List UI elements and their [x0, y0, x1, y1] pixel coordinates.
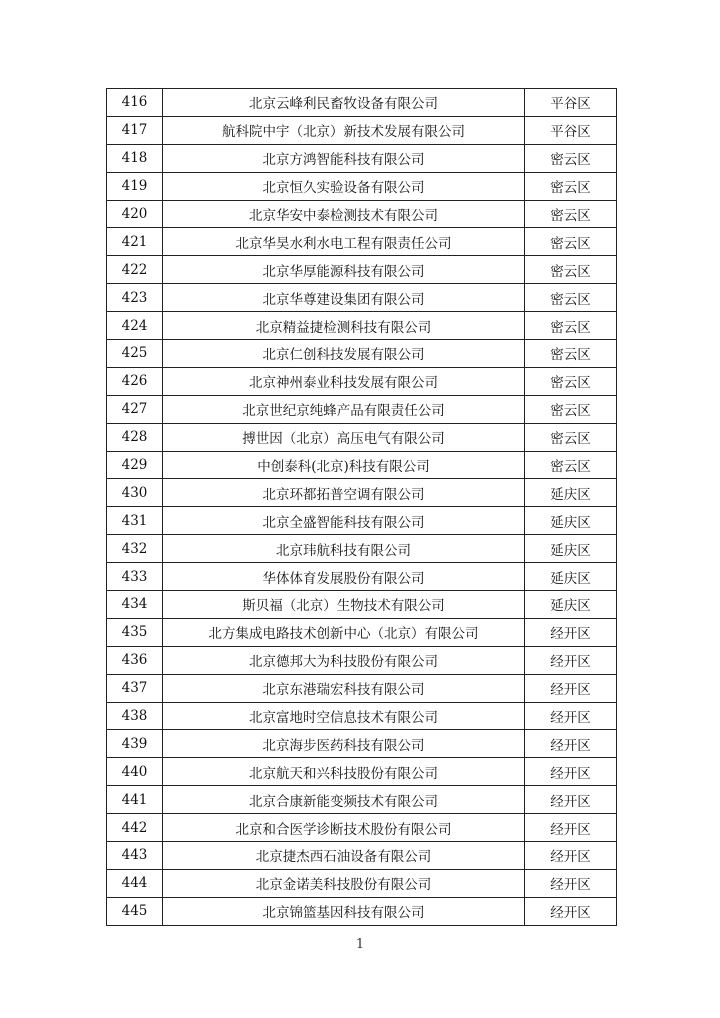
row-number: 422 [107, 256, 163, 284]
table-row [107, 89, 617, 117]
company-name: 北京神州泰业科技发展有限公司 [163, 367, 525, 395]
district: 延庆区 [525, 563, 617, 591]
district: 延庆区 [525, 591, 617, 619]
district: 经开区 [525, 897, 617, 925]
district: 经开区 [525, 786, 617, 814]
table-row [107, 786, 617, 814]
district: 密云区 [525, 367, 617, 395]
company-name: 北京云峰利民畜牧设备有限公司 [163, 89, 525, 117]
row-number: 423 [107, 284, 163, 312]
company-name: 华体体育发展股份有限公司 [163, 563, 525, 591]
table-row [107, 702, 617, 730]
company-name: 航科院中宇（北京）新技术发展有限公司 [163, 116, 525, 144]
table-row [107, 144, 617, 172]
company-name: 北京和合医学诊断技术股份有限公司 [163, 814, 525, 842]
district: 密云区 [525, 312, 617, 340]
table-row [107, 395, 617, 423]
district: 经开区 [525, 702, 617, 730]
company-name: 北京航天和兴科技股份有限公司 [163, 758, 525, 786]
table-row [107, 730, 617, 758]
row-number: 444 [107, 869, 163, 897]
row-number: 433 [107, 563, 163, 591]
table-row [107, 646, 617, 674]
row-number: 439 [107, 730, 163, 758]
table-row [107, 451, 617, 479]
district: 密云区 [525, 340, 617, 368]
district: 密云区 [525, 284, 617, 312]
row-number: 424 [107, 312, 163, 340]
row-number: 426 [107, 367, 163, 395]
table-row [107, 507, 617, 535]
district: 经开区 [525, 646, 617, 674]
row-number: 428 [107, 423, 163, 451]
table-row [107, 284, 617, 312]
company-name: 北京捷杰西石油设备有限公司 [163, 842, 525, 870]
table-row [107, 256, 617, 284]
row-number: 435 [107, 618, 163, 646]
row-number: 418 [107, 144, 163, 172]
company-list-table [106, 88, 617, 926]
row-number: 432 [107, 535, 163, 563]
company-name: 搏世因（北京）高压电气有限公司 [163, 423, 525, 451]
company-name: 北京华安中泰检测技术有限公司 [163, 200, 525, 228]
table-row [107, 563, 617, 591]
row-number: 443 [107, 842, 163, 870]
row-number: 427 [107, 395, 163, 423]
company-name: 北京环都拓普空调有限公司 [163, 479, 525, 507]
district: 密云区 [525, 144, 617, 172]
company-name: 北京金诺美科技股份有限公司 [163, 869, 525, 897]
company-name: 北京海步医药科技有限公司 [163, 730, 525, 758]
company-name: 北京恒久实验设备有限公司 [163, 172, 525, 200]
row-number: 429 [107, 451, 163, 479]
district: 密云区 [525, 395, 617, 423]
table-row [107, 897, 617, 925]
table-row [107, 535, 617, 563]
district: 平谷区 [525, 116, 617, 144]
company-name: 北京锦篮基因科技有限公司 [163, 897, 525, 925]
district: 延庆区 [525, 507, 617, 535]
table-row [107, 591, 617, 619]
row-number: 431 [107, 507, 163, 535]
company-name: 北京方鸿智能科技有限公司 [163, 144, 525, 172]
company-name: 北京仁创科技发展有限公司 [163, 340, 525, 368]
company-name: 斯贝福（北京）生物技术有限公司 [163, 591, 525, 619]
company-name: 北京华尊建设集团有限公司 [163, 284, 525, 312]
district: 经开区 [525, 618, 617, 646]
table-row [107, 228, 617, 256]
row-number: 437 [107, 674, 163, 702]
district: 经开区 [525, 674, 617, 702]
company-name: 北京富地时空信息技术有限公司 [163, 702, 525, 730]
company-name: 北京德邦大为科技股份有限公司 [163, 646, 525, 674]
row-number: 441 [107, 786, 163, 814]
row-number: 419 [107, 172, 163, 200]
table-row [107, 340, 617, 368]
table-row [107, 479, 617, 507]
row-number: 430 [107, 479, 163, 507]
row-number: 416 [107, 89, 163, 117]
district: 密云区 [525, 256, 617, 284]
row-number: 442 [107, 814, 163, 842]
row-number: 438 [107, 702, 163, 730]
row-number: 421 [107, 228, 163, 256]
row-number: 440 [107, 758, 163, 786]
table-row [107, 200, 617, 228]
page-number: 1 [355, 937, 365, 952]
district: 经开区 [525, 730, 617, 758]
row-number: 425 [107, 340, 163, 368]
district: 延庆区 [525, 479, 617, 507]
table-row [107, 116, 617, 144]
table-row [107, 869, 617, 897]
district: 经开区 [525, 842, 617, 870]
table-row [107, 367, 617, 395]
row-number: 445 [107, 897, 163, 925]
company-name: 北京东港瑞宏科技有限公司 [163, 674, 525, 702]
table-row [107, 172, 617, 200]
district: 经开区 [525, 814, 617, 842]
company-name: 北方集成电路技术创新中心（北京）有限公司 [163, 618, 525, 646]
table-row [107, 814, 617, 842]
row-number: 420 [107, 200, 163, 228]
district: 密云区 [525, 228, 617, 256]
table-row [107, 618, 617, 646]
company-name: 北京华昊水利水电工程有限责任公司 [163, 228, 525, 256]
district: 密云区 [525, 423, 617, 451]
company-name: 北京精益捷检测科技有限公司 [163, 312, 525, 340]
row-number: 417 [107, 116, 163, 144]
district: 延庆区 [525, 535, 617, 563]
company-name: 北京全盛智能科技有限公司 [163, 507, 525, 535]
company-name: 北京华厚能源科技有限公司 [163, 256, 525, 284]
district: 平谷区 [525, 89, 617, 117]
company-table-body [107, 89, 617, 926]
table-row [107, 423, 617, 451]
company-name: 北京玮航科技有限公司 [163, 535, 525, 563]
table-row [107, 842, 617, 870]
company-name: 中创泰科(北京)科技有限公司 [163, 451, 525, 479]
company-name: 北京合康新能变频技术有限公司 [163, 786, 525, 814]
district: 密云区 [525, 200, 617, 228]
district: 经开区 [525, 758, 617, 786]
table-row [107, 312, 617, 340]
table-row [107, 758, 617, 786]
row-number: 436 [107, 646, 163, 674]
district: 密云区 [525, 172, 617, 200]
row-number: 434 [107, 591, 163, 619]
table-row [107, 674, 617, 702]
company-name: 北京世纪京纯蜂产品有限责任公司 [163, 395, 525, 423]
district: 密云区 [525, 451, 617, 479]
district: 经开区 [525, 869, 617, 897]
